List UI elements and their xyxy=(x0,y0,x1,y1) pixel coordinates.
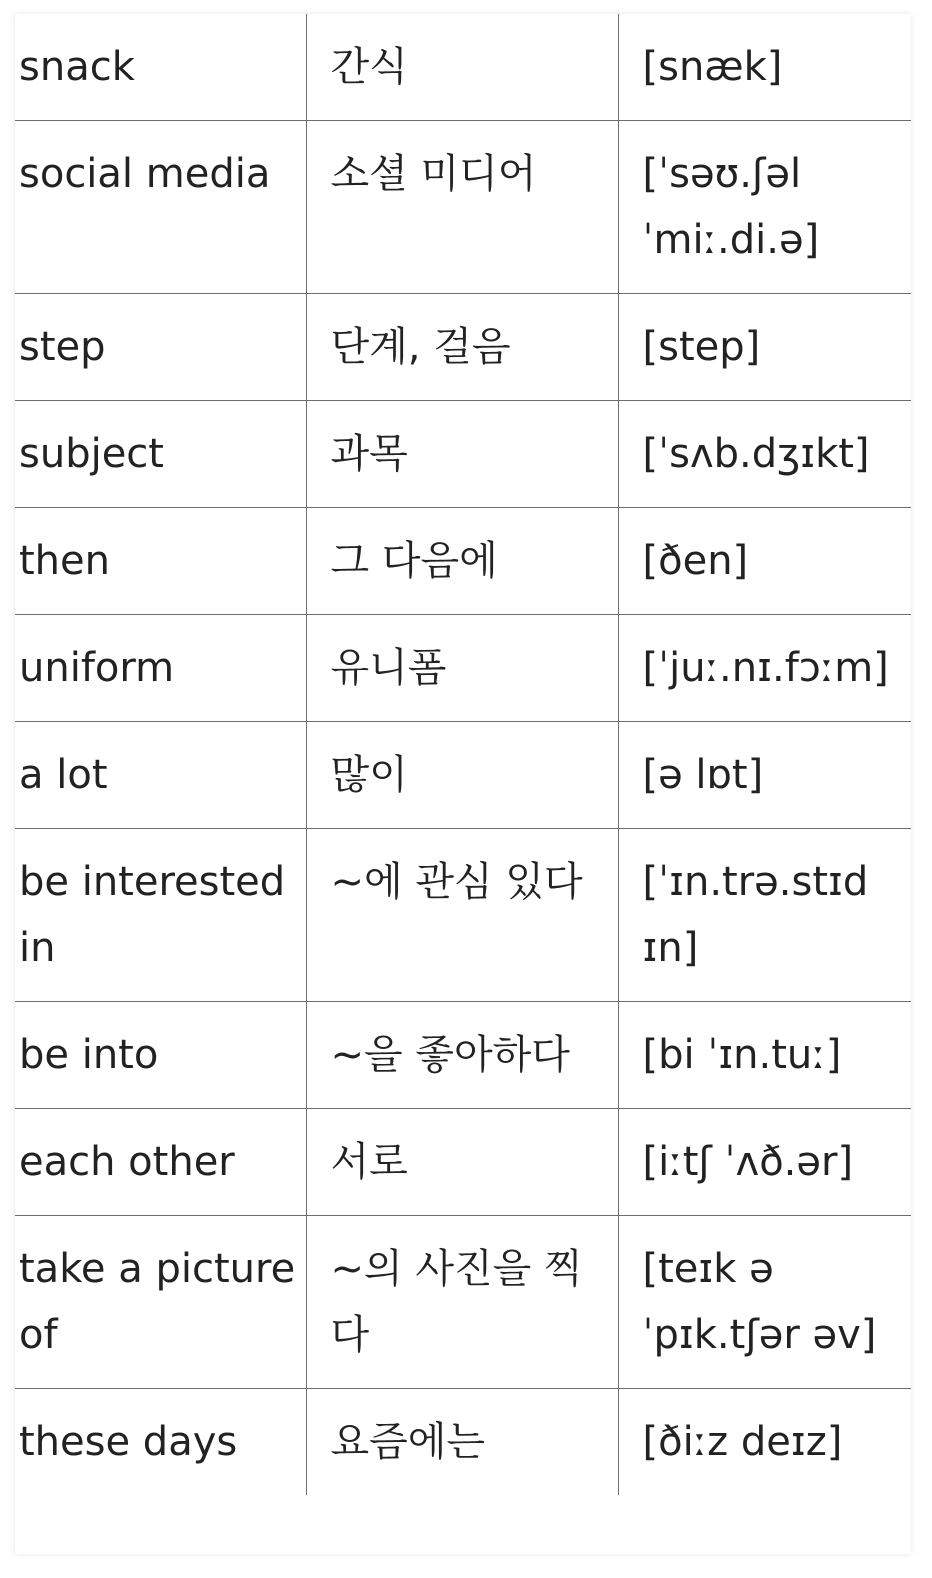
table-row xyxy=(15,1389,911,1496)
vocabulary-table-container xyxy=(15,14,911,1554)
english-term-cell: be interested in xyxy=(15,829,306,1002)
english-term-cell: subject xyxy=(15,401,306,508)
pronunciation-cell: [iːtʃ ˈʌð.ər] xyxy=(618,1109,911,1216)
table-row xyxy=(15,829,911,1002)
pronunciation-cell: [ðen] xyxy=(618,508,911,615)
korean-meaning-cell: ~을 좋아하다 xyxy=(306,1002,618,1109)
korean-meaning-cell: 단계, 걸음 xyxy=(306,294,618,401)
table-row xyxy=(15,1109,911,1216)
korean-meaning-cell: 간식 xyxy=(306,14,618,121)
english-term-cell: snack xyxy=(15,14,306,121)
pronunciation-cell: [ðiːz deɪz] xyxy=(618,1389,911,1496)
vocabulary-table xyxy=(15,14,911,1495)
korean-meaning-cell: ~에 관심 있다 xyxy=(306,829,618,1002)
english-term-cell: take a picture of xyxy=(15,1216,306,1389)
pronunciation-cell: [ˈsəʊ.ʃəl ˈmiː.di.ə] xyxy=(618,121,911,294)
table-row xyxy=(15,121,911,294)
pronunciation-cell: [ˈɪn.trə.stɪd ɪn] xyxy=(618,829,911,1002)
pronunciation-cell: [bi ˈɪn.tuː] xyxy=(618,1002,911,1109)
korean-meaning-cell: 많이 xyxy=(306,722,618,829)
english-term-cell: be into xyxy=(15,1002,306,1109)
table-row xyxy=(15,508,911,615)
english-term-cell: step xyxy=(15,294,306,401)
table-row xyxy=(15,14,911,121)
english-term-cell: these days xyxy=(15,1389,306,1496)
korean-meaning-cell: 소셜 미디어 xyxy=(306,121,618,294)
english-term-cell: social media xyxy=(15,121,306,294)
table-row xyxy=(15,1002,911,1109)
korean-meaning-cell: 유니폼 xyxy=(306,615,618,722)
english-term-cell: each other xyxy=(15,1109,306,1216)
english-term-cell: then xyxy=(15,508,306,615)
korean-meaning-cell: 그 다음에 xyxy=(306,508,618,615)
pronunciation-cell: [step] xyxy=(618,294,911,401)
english-term-cell: a lot xyxy=(15,722,306,829)
english-term-cell: uniform xyxy=(15,615,306,722)
table-row xyxy=(15,1216,911,1389)
pronunciation-cell: [teɪk ə ˈpɪk.tʃər əv] xyxy=(618,1216,911,1389)
korean-meaning-cell: 요즘에는 xyxy=(306,1389,618,1496)
table-row xyxy=(15,294,911,401)
pronunciation-cell: [ˈsʌb.dʒɪkt] xyxy=(618,401,911,508)
pronunciation-cell: [ə lɒt] xyxy=(618,722,911,829)
korean-meaning-cell: ~의 사진을 찍다 xyxy=(306,1216,618,1389)
table-row xyxy=(15,722,911,829)
pronunciation-cell: [snæk] xyxy=(618,14,911,121)
vocabulary-table-body xyxy=(15,14,911,1495)
korean-meaning-cell: 서로 xyxy=(306,1109,618,1216)
korean-meaning-cell: 과목 xyxy=(306,401,618,508)
table-row xyxy=(15,401,911,508)
table-row xyxy=(15,615,911,722)
pronunciation-cell: [ˈjuː.nɪ.fɔːm] xyxy=(618,615,911,722)
